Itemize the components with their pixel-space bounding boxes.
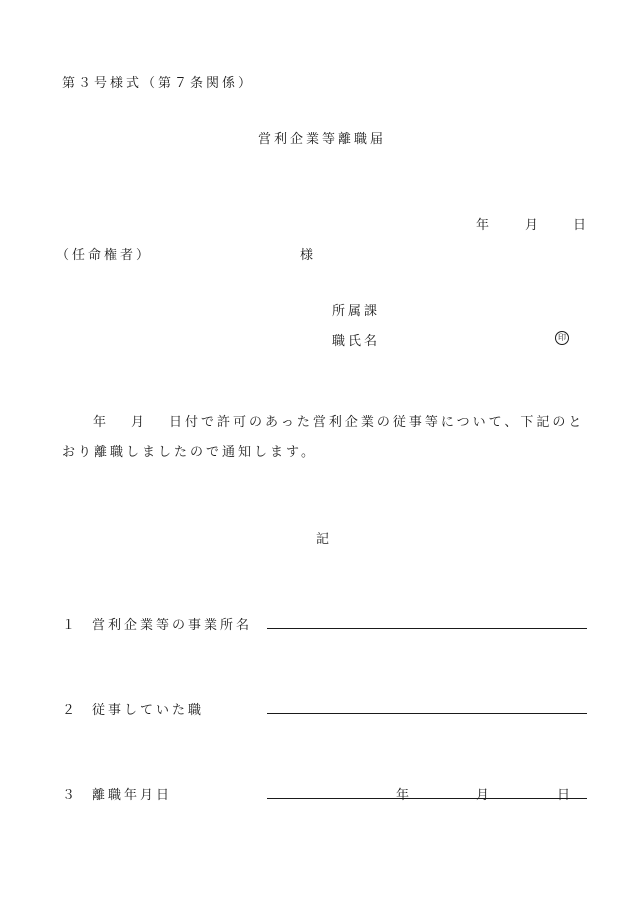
name-label: 職氏名 [332,334,381,349]
department-label: 所属課 [332,304,381,319]
body-text: 日付で許可のあった営利企業の従事等について、下記のとおり離職しましたので通知します。 [62,415,585,460]
item-1-blank-line [267,628,587,629]
item-1-number: １ [62,618,79,633]
appointing-authority-label: （任命権者） [56,248,153,263]
body-year-label: 年 [93,415,110,430]
date-day-label: 日 [573,218,590,233]
item-2-blank-line [267,713,587,714]
item-3-blank-line [267,798,587,799]
date-year-label: 年 [476,218,493,233]
item-2-label: 従事していた職 [92,703,205,718]
ki-heading: 記 [316,532,333,547]
honorific-sama: 様 [300,248,317,263]
form-number: 第３号様式（第７条関係） [62,76,255,91]
item-1-label: 営利企業等の事業所名 [92,618,253,633]
document-title: 営利企業等離職届 [258,132,387,147]
item-3-day-label: 日 [557,788,574,803]
item-3-month-label: 月 [476,788,493,803]
item-3-label: 離職年月日 [92,788,173,803]
body-paragraph [62,408,592,468]
date-month-label: 月 [525,218,542,233]
seal-mark: 印 [555,331,569,345]
item-3-year-label: 年 [396,788,413,803]
item-2-number: ２ [62,703,79,718]
item-3-number: ３ [62,788,79,803]
body-month-label: 月 [131,415,148,430]
